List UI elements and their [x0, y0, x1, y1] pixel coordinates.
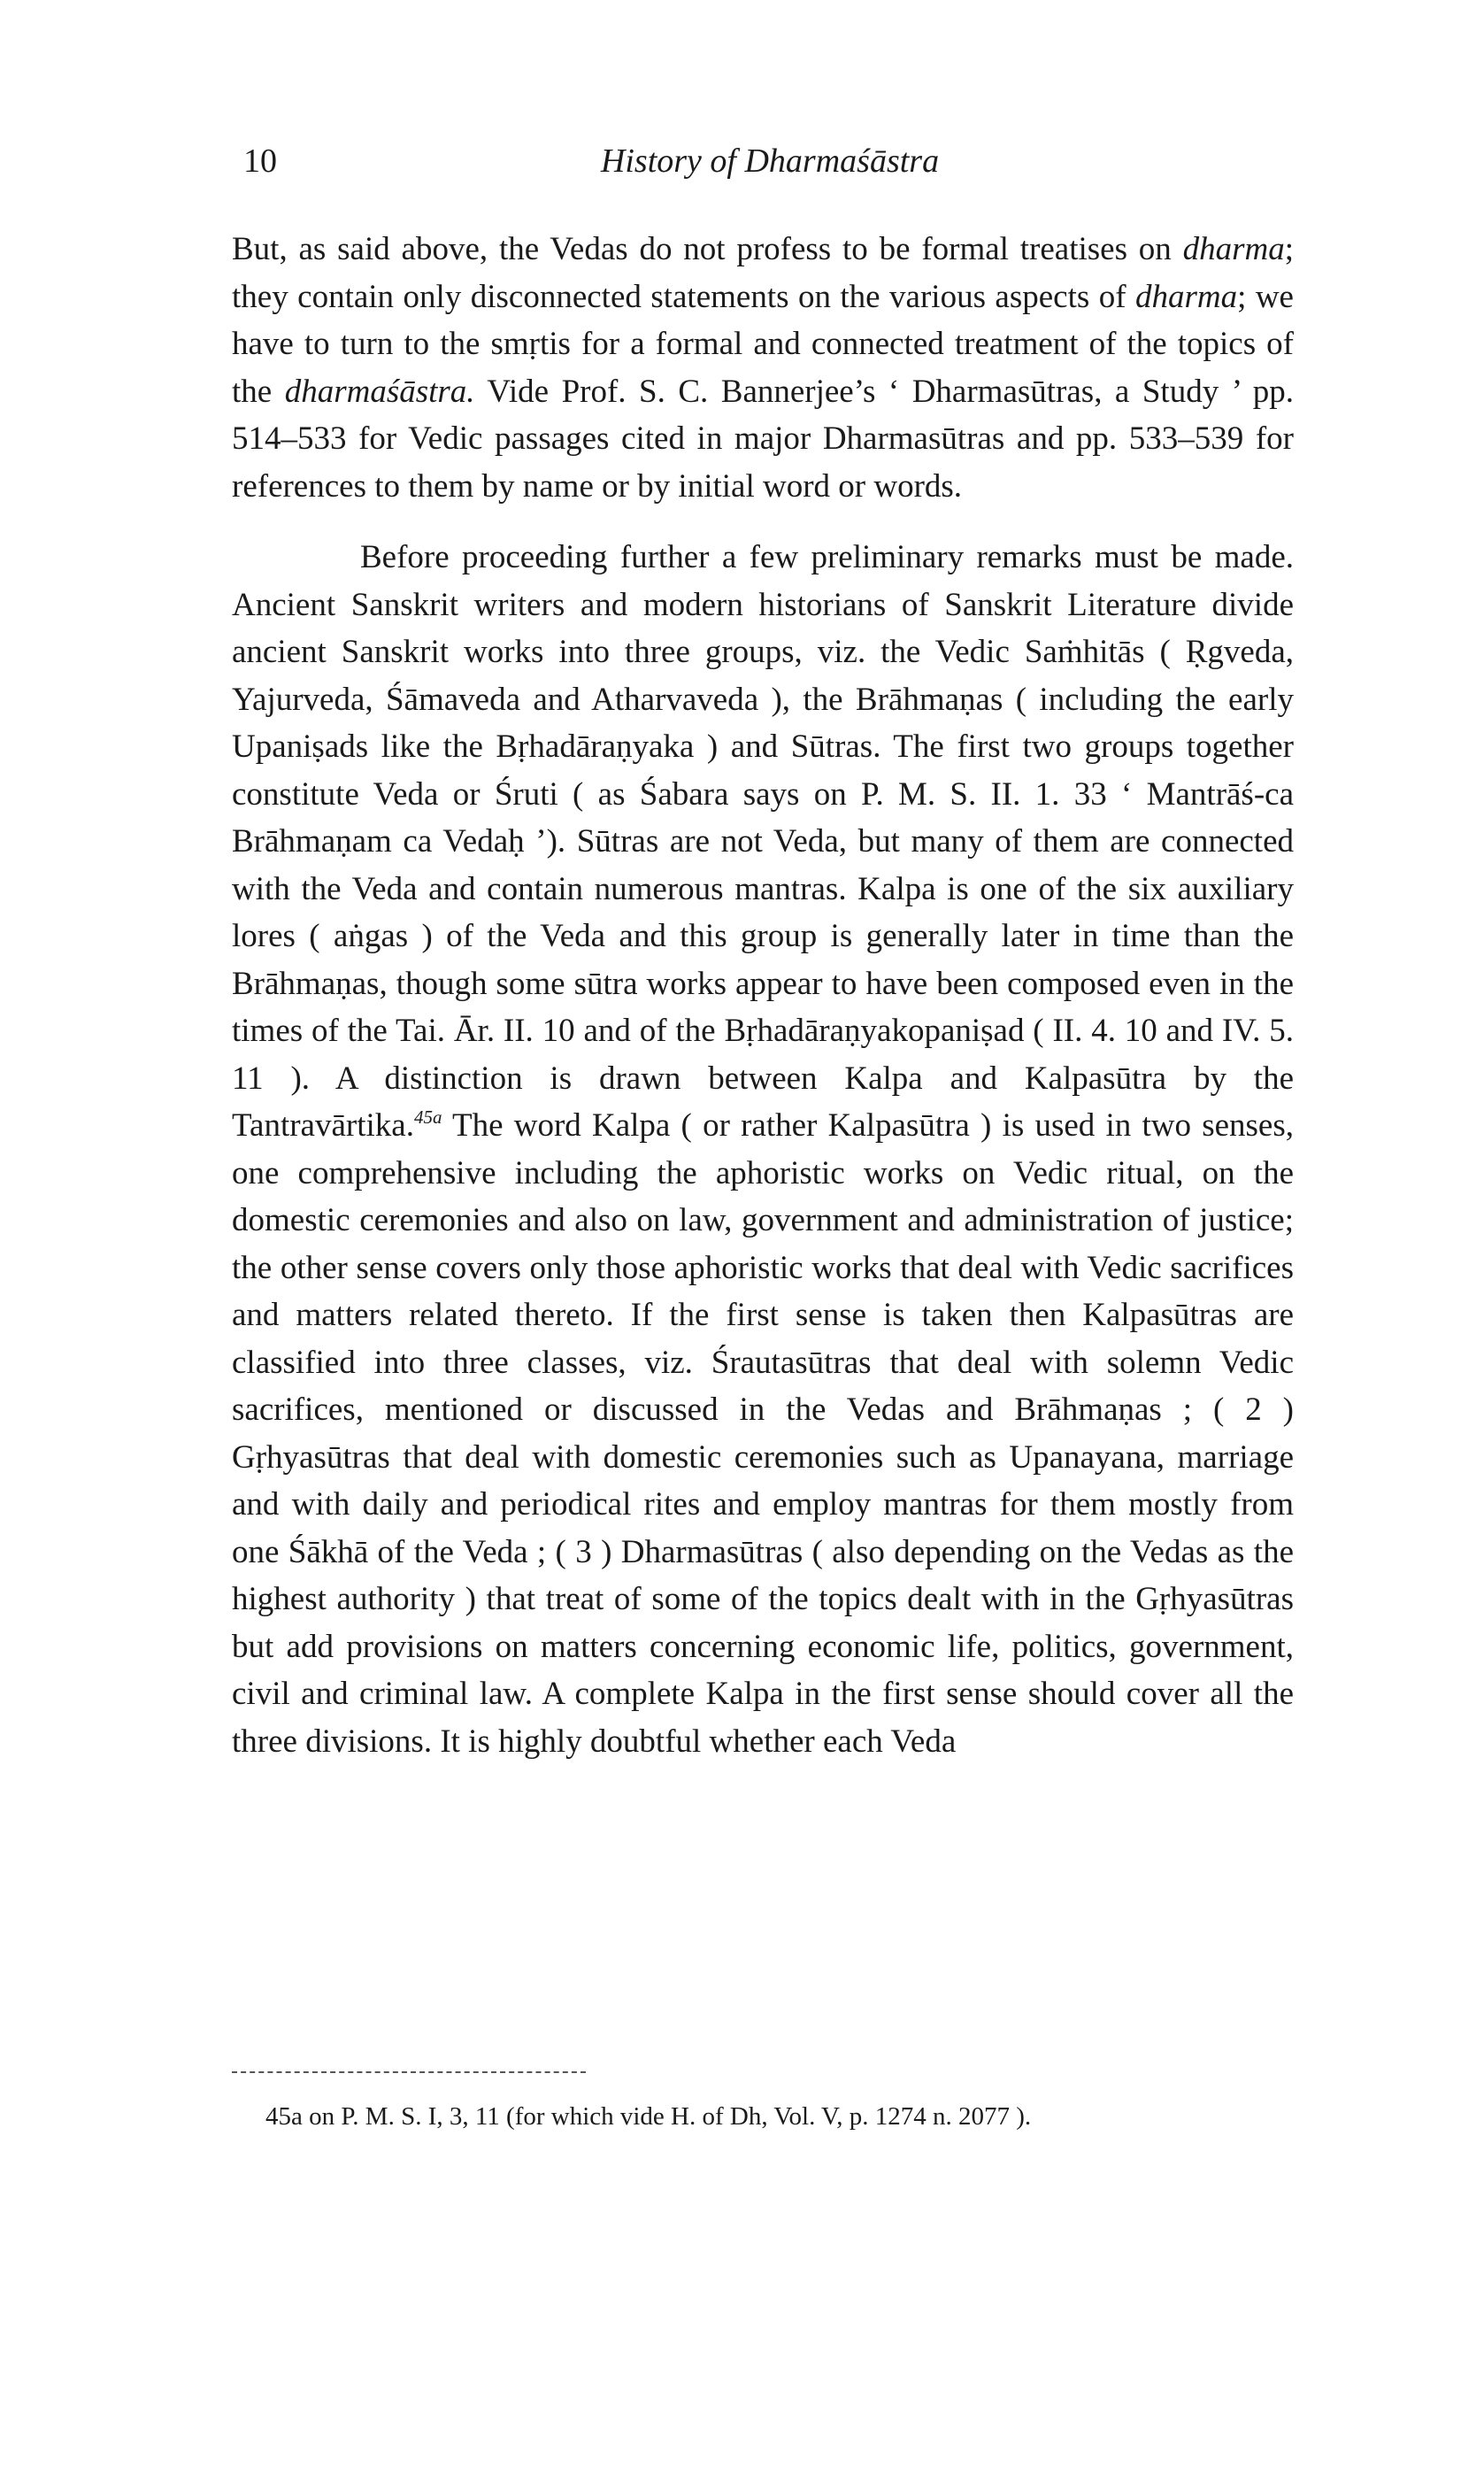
- running-title: History of Dharmaśāstra: [600, 143, 940, 180]
- paragraph-1: [232, 226, 1294, 510]
- body-text: [232, 226, 1294, 1765]
- footnote-text: 45a on P. M. S. I, 3, 11 (for which vide H. of Dh, Vol. V, p. 1274 n. 2077 ).: [265, 2102, 1032, 2131]
- italic-term: dharma: [1134, 278, 1238, 315]
- paragraph-2: [232, 534, 1294, 1765]
- page-number: 10: [243, 143, 277, 180]
- paragraph-2-text: The word Kalpa ( or rather Kalpasūtra ) is used in two senses, one comprehensive including the aphoristic works on Vedic ritual, on the domestic ceremonies and also on law, government and administration of justice; the other sense covers only those aphoristic works that deal with Vedic sacrifices and matters related thereto. If the first sense is taken then Kalpasūtras are classified into three classes, viz. Śrautasūtras that deal with solemn Vedic sacrifices, mentioned or discussed in the Vedas and Brāhmaṇas ; ( 2 ) Gṛhyasūtras that deal with domestic ceremonies such as Upanayana, marriage and with daily and periodical rites and employ mantras for them mostly from one Śākhā of the Veda ; ( 3 ) Dharmasūtras ( also depending on the Vedas as the highest authority ) that treat of some of the topics dealt with in the Gṛhyasūtras but add provisions on matters concerning economic life, politics, government, civil and criminal law. A complete Kalpa in the first sense should cover all the three divisions. It is highly doubtful whether each Veda: [232, 1107, 1294, 1760]
- footnote-reference: 45a: [413, 1106, 442, 1128]
- footnote: [265, 2096, 1301, 2137]
- italic-term: dharmaśāstra.: [284, 373, 475, 410]
- paragraph-1-text: But, as said above, the Vedas do not profess to be formal treatises on: [232, 231, 1183, 267]
- paragraph-1-text: Vide Prof. S. C. Bannerjee’s ‘ Dharmasūtras, a Study ’ pp. 514–533 for Vedic passages cited in major Dharmasūtras and pp. 533–539 for references to them by name or by initial word or words.: [232, 373, 1295, 505]
- paragraph-2-text: Before proceeding further a few preliminary remarks must be made. Ancient Sanskrit writers and modern historians of Sanskrit Literature divide ancient Sanskrit works into three groups, viz. the Vedic Saṁhitās ( Ṛgveda, Yajurveda, Śāmaveda and Atharvaveda ), the Brāhmaṇas ( including the early Upaniṣads like the Bṛhadāraṇyaka ) and Sūtras. The first two groups together constitute Veda or Śruti ( as Śabara says on P. M. S. II. 1. 33 ‘ Mantrāś-ca Brāhmaṇam ca Vedaḥ ’). Sūtras are not Veda, but many of them are connected with the Veda and contain numerous mantras. Kalpa is one of the six auxiliary lores ( aṅgas ) of the Veda and this group is generally later in time than the Brāhmaṇas, though some sūtra works appear to have been composed even in the times of the Tai. Ār. II. 10 and of the Bṛhadāraṇyakopaniṣad ( II. 4. 10 and IV. 5. 11 ). A distinction is drawn between Kalpa and Kalpasūtra by the Tantravārtika.: [232, 539, 1294, 1144]
- paragraph-1-text: ; they contain only disconnected statements on the various aspects of: [232, 231, 1294, 315]
- page-header: [243, 142, 1296, 195]
- footnote-divider: [232, 2071, 586, 2073]
- italic-term: dharma: [1182, 231, 1285, 267]
- paragraph-1-text: ; we have to turn to the smṛtis for a formal and connected treatment of the topics of the: [232, 278, 1294, 410]
